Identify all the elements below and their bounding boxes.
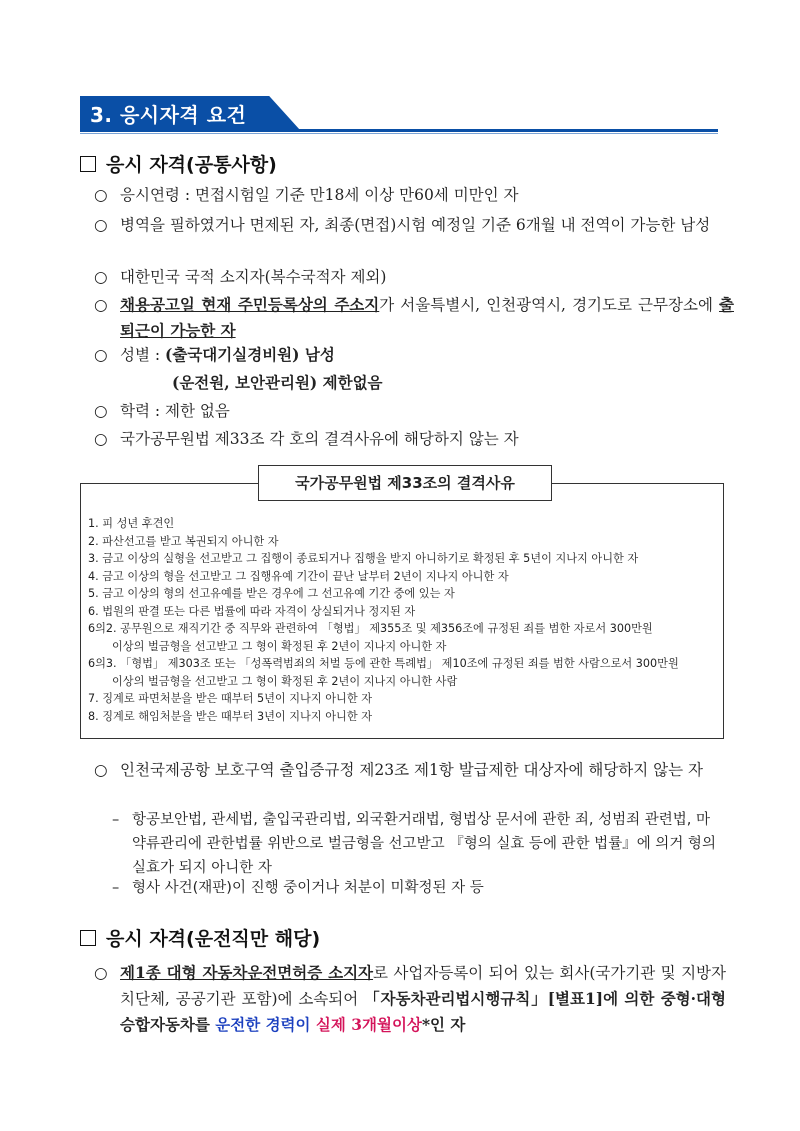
circle-bullet-icon: ○ [94,186,108,204]
driven-emphasis: 운전한 [215,1015,266,1034]
dq-line: 이상의 벌금형을 선고받고 그 형이 확정된 후 2년이 지나지 아니한 사람 [112,674,458,688]
checkbox-square-icon [80,930,96,946]
experience-emphasis: 경력이 [265,1015,316,1034]
commute-emphasis: 출퇴근이 가능한 자 [120,295,734,340]
item-text: 인천국제공항 보호구역 출입증규정 제23조 제1항 발급제한 대상자에 해당하지 않는 자 [120,761,704,779]
section-banner [80,96,718,134]
address-emphasis: 채용공고일 현재 주민등록상의 주소지 [120,295,380,314]
dq-line: 4. 금고 이상의 형을 선고받고 그 집행유예 기간이 끝난 날부터 2년이 지나지 아니한 자 [88,569,509,583]
item-text: 응시연령 : 면접시험일 기준 만18세 이상 만60세 미만인 자 [120,186,519,204]
gender-driver-security: (운전원, 보안관리원) 제한없음 [172,373,383,392]
driver-text: 로 사업자등록이 되어 있는 회사(국가기관 및 지방자치단체, 공공기관 포함)에 소속되어 [120,964,726,1008]
item-text: 대한민국 국적 소지자(복수국적자 제외) [120,268,387,286]
sub-text: 항공보안법, 관세법, 출입국관리법, 외국환거래법, 형법상 문서에 관한 죄, 성범죄 관련법, 마약류관리에 관한법률 위반으로 벌금형을 선고받고 『형의 실효 등에 관한 법률』에 의거 형의 실효가 되지 아니한 자 [132,812,716,876]
circle-bullet-icon: ○ [94,296,108,314]
item-text: 학력 : 제한 없음 [120,402,230,420]
list-item-military [94,212,734,238]
list-item-address [94,292,734,344]
item-text: 병역을 필하였거나 면제된 자, 최종(면접)시험 예정일 기준 6개월 내 전역이 가능한 남성 [120,216,711,234]
gender-label: 성별 : [120,346,166,364]
item-text [120,960,726,1038]
section-heading-driver [80,924,320,951]
duration-emphasis: 실제 3개월이상 [315,1015,422,1034]
circle-bullet-icon: ○ [94,964,108,982]
circle-bullet-icon: ○ [94,268,108,286]
gender-guard: (출국대기실경비원) 남성 [165,345,335,364]
disqualification-title: 국가공무원법 제33조의 결격사유 [258,465,552,501]
list-item-airport [94,757,722,783]
dq-line: 3. 금고 이상의 실형을 선고받고 그 집행이 종료되거나 집행을 받지 아니하기로 확정된 후 5년이 지나지 아니한 자 [88,552,639,565]
dq-line: 이상의 벌금형을 선고받고 그 형이 확정된 후 2년이 지나지 아니한 자 [112,639,447,653]
list-item-age [94,182,734,208]
sub-text: 형사 사건(재판)이 진행 중이거나 처분이 미확정된 자 등 [132,880,484,896]
item-text: 국가공무원법 제33조 각 호의 결격사유에 해당하지 않는 자 [120,430,519,448]
circle-bullet-icon: ○ [94,402,108,420]
disqualification-list [88,515,718,725]
dash-bullet-icon: – [112,880,120,896]
driver-tail: *인 자 [421,1015,466,1034]
dq-line: 6의3. 「형법」 제303조 또는 「성폭력범죄의 처벌 등에 관한 특례법」 제10조에 규정된 죄를 범한 사람으로서 300만원 [88,657,679,670]
circle-bullet-icon: ○ [94,761,108,779]
dq-line: 6의2. 공무원으로 재직기간 중 직무와 관련하여 「형법」 제355조 및 제356조에 규정된 죄를 범한 자로서 300만원 [88,622,653,635]
regulation-emphasis: 「자동차관리법시행규칙」[별표1]에 의한 중형·대형 승합자동차를 [120,989,726,1034]
circle-bullet-icon: ○ [94,430,108,448]
item-text [120,342,734,368]
list-item-gender [94,342,734,368]
banner-title: 3. 응시자격 요건 [90,103,247,127]
dq-line: 6. 법원의 판결 또는 다른 법률에 따라 자격이 상실되거나 정지된 자 [88,604,416,618]
license-emphasis: 제1종 대형 자동차운전면허증 소지자 [120,963,374,982]
dash-bullet-icon: – [112,812,120,828]
banner-rule [80,129,718,132]
section-title: 응시 자격(공통사항) [106,154,277,176]
list-item-gender-2 [172,370,672,396]
circle-bullet-icon: ○ [94,346,108,364]
list-item-education [94,398,734,424]
sub-item-pending [112,876,722,900]
section-heading-common [80,150,277,177]
list-item-civil-service [94,426,734,452]
checkbox-square-icon [80,156,96,172]
dq-line: 7. 징계로 파면처분을 받은 때부터 5년이 지나지 아니한 자 [88,692,372,705]
dq-line: 1. 피 성년 후견인 [88,517,175,530]
address-middle: 가 서울특별시, 인천광역시, 경기도로 근무장소에 [379,296,720,314]
circle-bullet-icon: ○ [94,216,108,234]
banner-rule-thin [80,133,718,134]
dq-line: 5. 금고 이상의 형의 선고유예를 받은 경우에 그 선고유예 기간 중에 있는 자 [88,587,455,600]
list-item-driver [94,960,726,1038]
item-text [120,292,734,344]
section-title: 응시 자격(운전직만 해당) [106,928,321,950]
dq-line: 2. 파산선고를 받고 복권되지 아니한 자 [88,534,279,548]
dq-line: 8. 징계로 해임처분을 받은 때부터 3년이 지나지 아니한 자 [88,709,372,723]
sub-item-laws [112,808,722,880]
list-item-nationality [94,264,734,290]
